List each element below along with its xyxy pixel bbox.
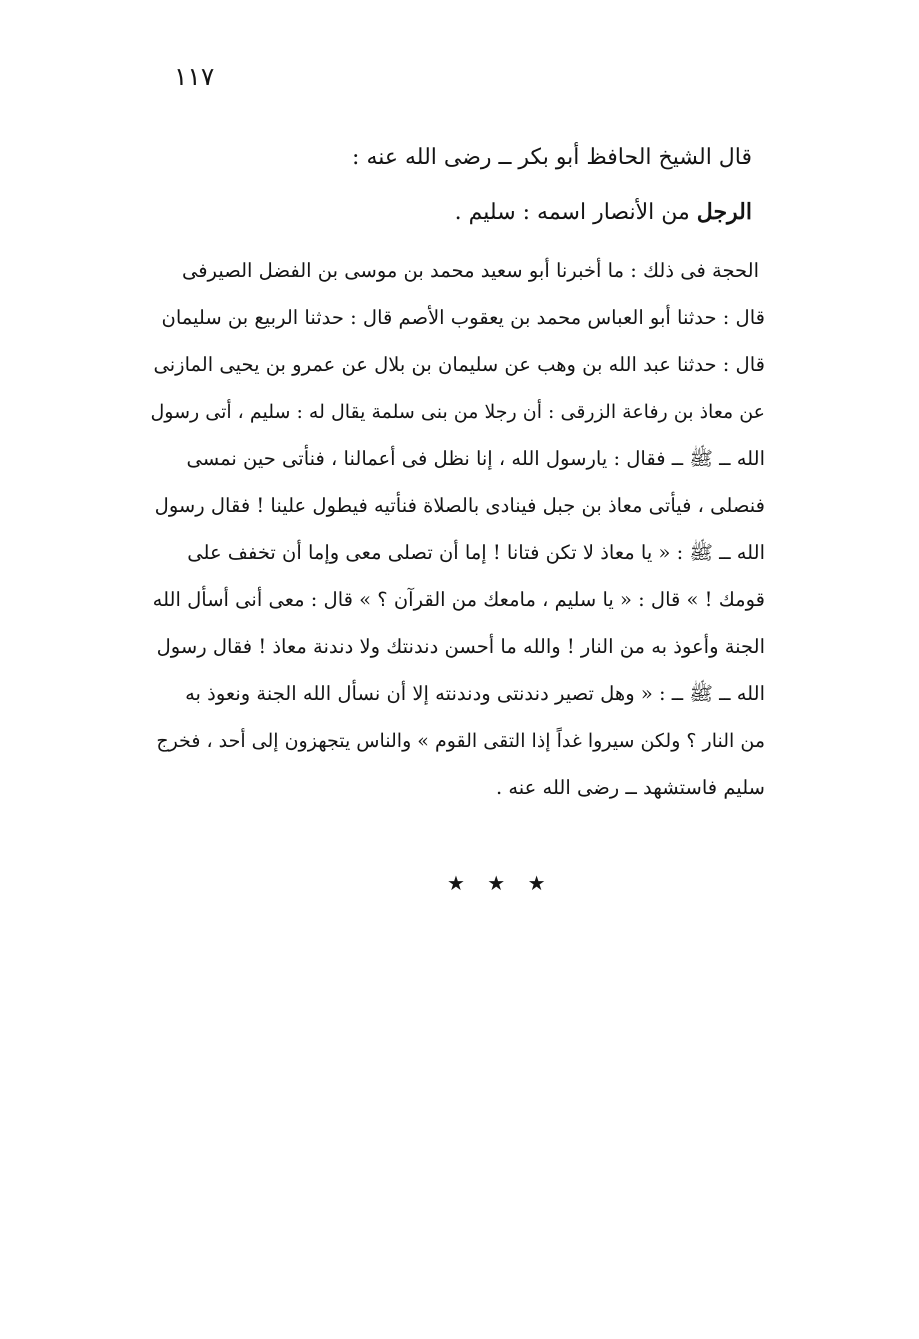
intro-line-2-rest: من الأنصار اسمه : سليم . — [454, 200, 697, 225]
body-paragraph — [147, 250, 765, 814]
body-line: الله ــ ﷺ ــ فقال : يارسول الله ، إنا نظل فى أعمالنا ، فنأتى حين نمسى — [186, 447, 765, 470]
intro-block — [162, 140, 752, 248]
intro-line-2-bold-term: الرجل — [696, 199, 752, 225]
section-divider-stars: ★ ★ ★ — [447, 871, 554, 895]
body-line: الله ــ ﷺ ــ : « وهل تصير دندنتى ودندنته إلا أن نسأل الله الجنة ونعوذ به — [185, 682, 765, 705]
body-line: قال : حدثنا أبو العباس محمد بن يعقوب الأصم قال : حدثنا الربيع بن سليمان — [161, 306, 765, 329]
intro-line-2 — [162, 194, 752, 248]
body-line: الجنة وأعوذ به من النار ! والله ما أحسن دندنتك ولا دندنة معاذ ! فقال رسول — [156, 635, 765, 658]
body-line: عن معاذ بن رفاعة الزرقى : أن رجلا من بنى سلمة يقال له : سليم ، أتى رسول — [150, 401, 765, 423]
body-line: من النار ؟ ولكن سيروا غداً إذا التقى القوم » والناس يتجهزون إلى أحد ، فخرج — [156, 730, 765, 752]
body-line: فنصلى ، فيأتى معاذ بن جبل فينادى بالصلاة فنأتيه فيطول علينا ! فقال رسول — [154, 494, 765, 517]
page-number: ١١٧ — [174, 62, 215, 91]
body-line: قومك ! » قال : « يا سليم ، مامعك من القرآن ؟ » قال : معى أنى أسأل الله — [152, 588, 765, 611]
body-line: قال : حدثنا عبد الله بن وهب عن سليمان بن بلال عن عمرو بن يحيى المازنى — [153, 353, 765, 376]
intro-line-1: قال الشيخ الحافظ أبو بكر ــ رضى الله عنه : — [352, 145, 752, 170]
body-line: سليم فاستشهد ــ رضى الله عنه . — [495, 776, 765, 799]
body-line: الحجة فى ذلك : ما أخبرنا أبو سعيد محمد بن موسى بن الفضل الصيرفى — [181, 259, 759, 282]
body-line: الله ــ ﷺ : « يا معاذ لا تكن فتانا ! إما أن تصلى معى وإما أن تخفف على — [187, 541, 765, 564]
